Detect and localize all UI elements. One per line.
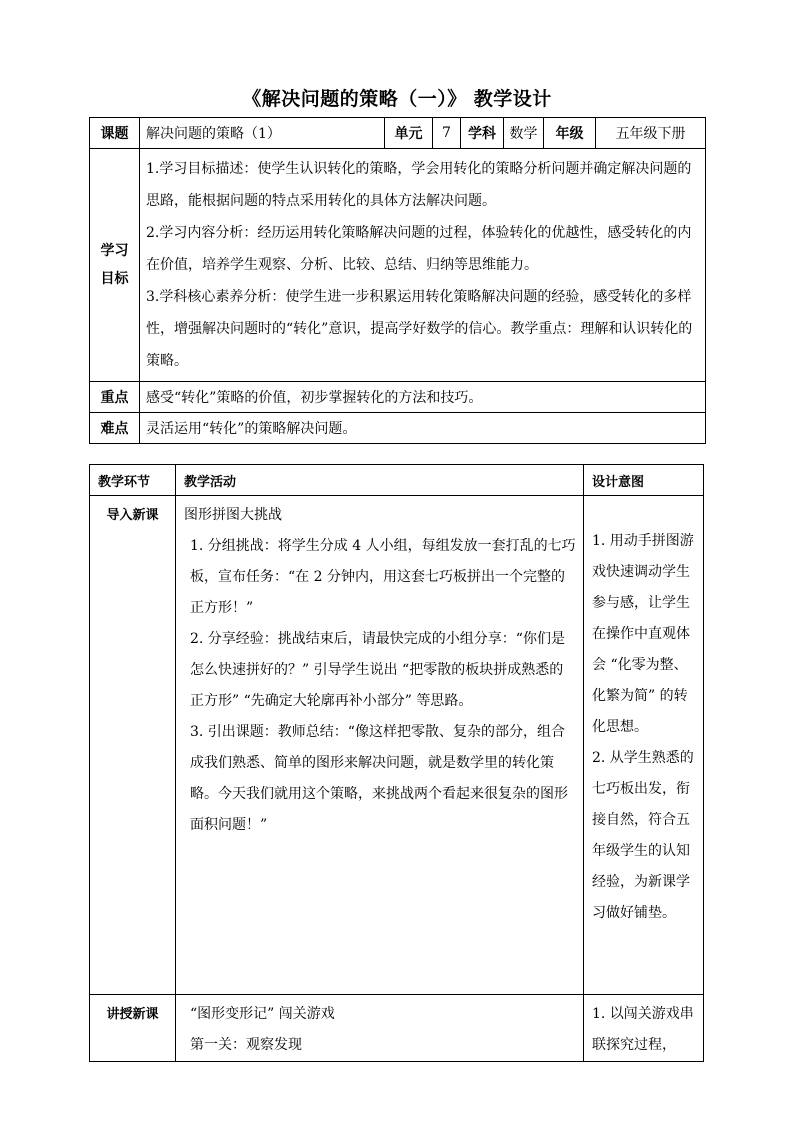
teaching-process-table [89, 464, 704, 1062]
activity-line: 3. 引出课题：教师总结：“像这样把零散、复杂的部分，组合成我们熟悉、简单的图形来解决问题，就是数学里的转化策略。今天我们就用这个策略，来挑战两个看起来很复杂的图形面积问题！” [190, 724, 568, 833]
difficulty-row [90, 413, 706, 444]
activity-cell [176, 496, 584, 995]
intent-cell [584, 496, 704, 995]
header-stage: 教学环节 [90, 465, 176, 496]
activity-cell [176, 995, 584, 1062]
grade-label: 年级 [544, 118, 596, 149]
header-activity: 教学活动 [176, 465, 584, 496]
process-header-row [90, 465, 704, 496]
topic-label: 课题 [90, 118, 140, 149]
goals-label-line2: 目标 [100, 271, 129, 287]
intent-line: 2. 从学生熟悉的七巧板出发，衔接自然，符合五年级学生的认知经验，为新课学习做好铺垫。 [592, 750, 694, 921]
grade-value: 五年级下册 [596, 118, 706, 149]
goal-item: 1.学习目标描述：使学生认识转化的策略，学会用转化的策略分析问题并确定解决问题的思路，能根据问题的特点采用转化的具体方法解决问题。 [146, 161, 692, 209]
intent-line: 1. 以闯关游戏串联探究过程， [592, 1006, 694, 1053]
process-row-intro [90, 496, 704, 995]
activity-line: 1. 分组挑战：将学生分成 4 人小组，每组发放一套打乱的七巧板，宣布任务：“在 2 分钟内，用这套七巧板拼出一个完整的正方形！” [190, 538, 576, 616]
intent-cell [584, 995, 704, 1062]
goals-content [140, 149, 706, 382]
topic-value: 解决问题的策略（1） [140, 118, 385, 149]
unit-value: 7 [433, 118, 461, 149]
lesson-info-table [89, 117, 706, 444]
header-intent: 设计意图 [584, 465, 704, 496]
goals-label-line1: 学习 [100, 243, 129, 259]
intent-line: 1. 用动手拼图游戏快速调动学生参与感，让学生在操作中直观体会 “化零为整、化繁为简” 的转化思想。 [592, 533, 694, 735]
key-point-value: 感受“转化”策略的价值，初步掌握转化的方法和技巧。 [140, 382, 706, 413]
subject-value: 数学 [504, 118, 544, 149]
stage-cell: 讲授新课 [90, 995, 176, 1062]
activity-line: “图形变形记” 闯关游戏 [190, 1006, 335, 1022]
key-point-row [90, 382, 706, 413]
topic-row [90, 118, 706, 149]
goal-item: 2.学习内容分析：经历运用转化策略解决问题的过程，体验转化的优越性，感受转化的内在价值，培养学生观察、分析、比较、总结、归纳等思维能力。 [146, 225, 692, 273]
difficulty-value: 灵活运用“转化”的策略解决问题。 [140, 413, 706, 444]
activity-line: 2. 分享经验：挑战结束后，请最快完成的小组分享：“你们是怎么快速拼好的？” 引导学生说出 “把零散的板块拼成熟悉的正方形” “先确定大轮廓再补小部分” 等思路。 [190, 631, 565, 709]
difficulty-label: 难点 [90, 413, 140, 444]
activity-line: 第一关：观察发现 [190, 1037, 302, 1053]
document-title: 《解决问题的策略（一）》 教学设计 [242, 88, 552, 110]
process-row-new-lesson [90, 995, 704, 1062]
goals-label [90, 149, 140, 382]
stage-cell: 导入新课 [90, 496, 176, 995]
subject-label: 学科 [461, 118, 504, 149]
unit-label: 单元 [385, 118, 433, 149]
key-point-label: 重点 [90, 382, 140, 413]
goals-row [90, 149, 706, 382]
activity-line: 图形拼图大挑战 [184, 507, 282, 523]
goal-item: 3.学科核心素养分析：使学生进一步积累运用转化策略解决问题的经验，感受转化的多样性，增强解决问题时的“转化”意识，提高学好数学的信心。教学重点：理解和认识转化的策略。 [146, 289, 693, 369]
